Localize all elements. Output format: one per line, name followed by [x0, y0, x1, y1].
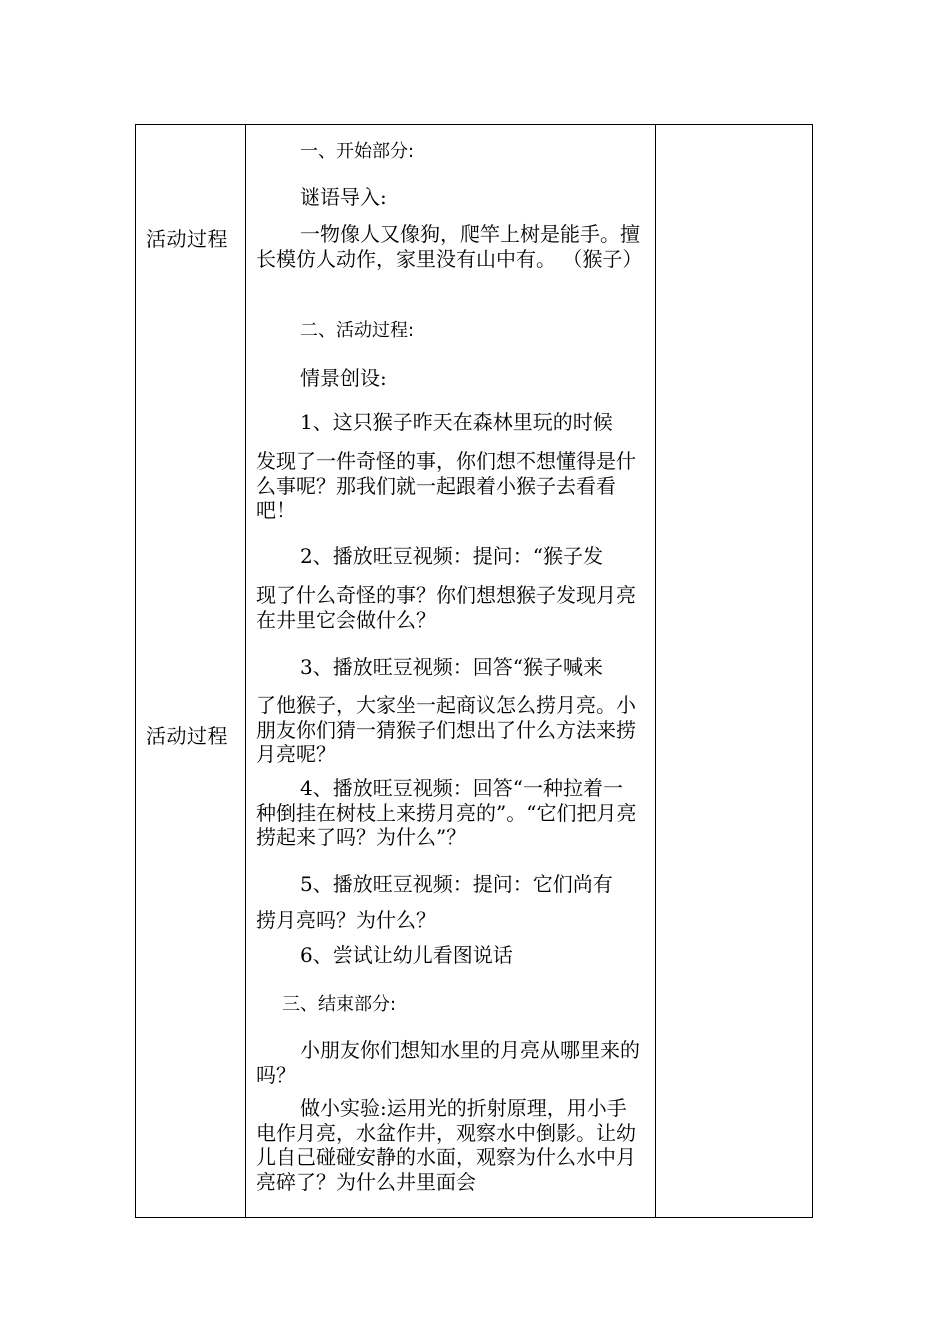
paragraph: 6、尝试让幼儿看图说话 — [300, 943, 513, 967]
paragraph: 3、播放旺豆视频：回答“猴子喊来 — [300, 655, 603, 679]
section-heading: 三、结束部分: — [282, 994, 397, 1015]
paragraph: 捞月亮吗？为什么？ — [256, 908, 436, 932]
paragraph: 现了什么奇怪的事？你们想想猴子发现月亮在井里它会做什么？ — [256, 583, 636, 632]
row-label: 活动过程 — [146, 227, 228, 251]
paragraph: 发现了一件奇怪的事，你们想不想懂得是什么事呢？那我们就一起跟着小猴子去看看吧！ — [256, 449, 636, 522]
paragraph: 一物像人又像狗，爬竿上树是能手。擅长模仿人动作，家里没有山中有。 （猴子） — [256, 222, 643, 271]
paragraph: 2、播放旺豆视频：提问：“猴子发 — [300, 544, 603, 568]
row-label: 活动过程 — [146, 724, 228, 748]
column-divider — [655, 125, 656, 1217]
paragraph: 4、播放旺豆视频：回答“一种拉着一种倒挂在树枝上来捞月亮的”。“它们把月亮捞起来了吗？为什么”？ — [256, 776, 637, 849]
section-heading: 一、开始部分: — [300, 141, 415, 162]
paragraph: 了他猴子，大家坐一起商议怎么捞月亮。小朋友你们猜一猜猴子们想出了什么方法来捞月亮呢？ — [256, 693, 636, 766]
section-heading: 二、活动过程: — [300, 320, 415, 341]
paragraph: 小朋友你们想知水里的月亮从哪里来的吗？ — [256, 1038, 640, 1087]
column-divider — [245, 125, 246, 1217]
paragraph: 1、这只猴子昨天在森林里玩的时候 — [300, 410, 613, 434]
paragraph: 做小实验:运用光的折射原理，用小手电作月亮，水盆作井，观察水中倒影。让幼儿自己碰碰安静的水面，观察为什么水中月亮碎了？为什么井里面会 — [256, 1096, 636, 1194]
paragraph: 情景创设: — [300, 366, 387, 390]
lesson-plan-table — [135, 124, 813, 1218]
paragraph: 谜语导入: — [300, 185, 387, 209]
paragraph: 5、播放旺豆视频：提问：它们尚有 — [300, 872, 613, 896]
